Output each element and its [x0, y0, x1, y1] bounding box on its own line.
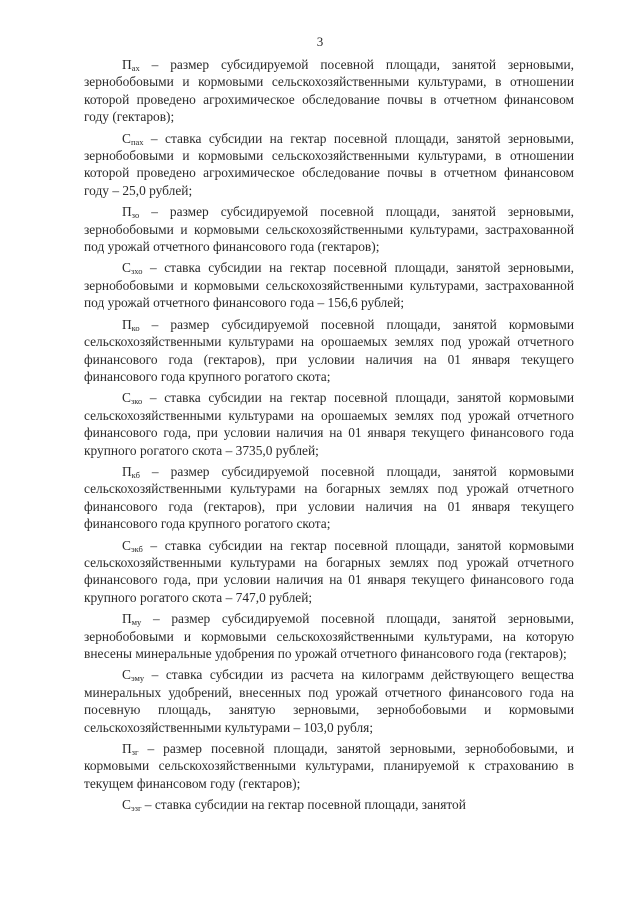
- definition-text: – размер субсидируемой посевной площади, занятой зерновыми, зернобобовыми и кормовыми сельскохозяйственными культурами, в отношении которой проведено агрохимическое обследование почвы в отчетном финансовом году (гектаров);: [84, 57, 574, 125]
- definition-paragraph: [84, 130, 574, 200]
- definition-paragraph: [84, 610, 574, 662]
- term-subscript: кб: [131, 469, 140, 480]
- term-symbol: С: [122, 260, 131, 276]
- definition-text: – ставка субсидии из расчета на килограмм действующего вещества минеральных удобрений, внесенных под урожай отчетного финансового года на посевную площадь, занятую зерновыми, зернобобовыми и кормовыми сельскохозяйственными культурами – 103,0 рубля;: [84, 667, 574, 735]
- term-subscript: ко: [131, 322, 140, 333]
- definition-text: – размер субсидируемой посевной площади, занятой кормовыми сельскохозяйственными культурами на орошаемых землях под урожай отчетного финансового года (гектаров), при условии наличия на 01 января текущего финансового года крупного рогатого скота;: [84, 316, 574, 384]
- term-subscript: му: [131, 617, 142, 628]
- body-text: [84, 56, 574, 814]
- definition-paragraph: [84, 56, 574, 126]
- term-subscript: зо: [131, 210, 140, 221]
- term-subscript: эзг: [130, 803, 142, 814]
- term-symbol: П: [122, 463, 132, 479]
- definition-paragraph: [84, 316, 574, 386]
- definition-paragraph: [84, 463, 574, 533]
- page-number: 3: [316, 34, 324, 49]
- definition-paragraph: [84, 203, 574, 255]
- term-subscript: экб: [130, 543, 143, 554]
- term-symbol: С: [122, 797, 131, 813]
- term-symbol: С: [122, 667, 131, 683]
- definition-text: – размер субсидируемой посевной площади, занятой зерновыми, зернобобовыми и кормовыми сельскохозяйственными культурами, на которую внесены минеральные удобрения по урожай отчетного финансового года (гектаров);: [84, 611, 574, 661]
- term-symbol: П: [122, 57, 132, 72]
- definition-paragraph: [84, 259, 574, 311]
- term-symbol: П: [122, 741, 132, 757]
- term-subscript: зхо: [130, 266, 143, 277]
- definition-text: – размер посевной площади, занятой зерновыми, зернобобовыми, и кормовыми сельскохозяйственными культурами, планируемой к страхованию в текущем финансовом году (гектаров);: [84, 741, 574, 791]
- term-symbol: П: [122, 204, 132, 220]
- definition-text: – ставка субсидии на гектар посевной площади, занятой зерновыми, зернобобовыми и кормовыми сельскохозяйственными культурами, застрахованной под урожай отчетного финансового года – 156,6 рублей;: [84, 260, 574, 311]
- definition-text: – ставка субсидии на гектар посевной площади, занятой кормовыми сельскохозяйственными культурами на богарных землях под урожай отчетного финансового года, при условии наличия на 01 января текущего финансового года крупного рогатого скота – 747,0 рублей;: [84, 537, 574, 605]
- term-symbol: С: [122, 537, 131, 553]
- term-subscript: зг: [131, 747, 139, 758]
- definition-text: – размер субсидируемой посевной площади, занятой зерновыми, зернобобовыми и кормовыми сельскохозяйственными культурами, застрахованной под урожай отчетного финансового года (гектаров);: [84, 204, 574, 255]
- term-symbol: С: [122, 390, 131, 406]
- term-subscript: эму: [130, 673, 145, 684]
- term-symbol: С: [122, 130, 131, 146]
- definition-text: – ставка субсидии на гектар посевной площади, занятой кормовыми сельскохозяйственными культурами на орошаемых землях под урожай отчетного финансового года, при условии наличия на 01 января текущего финансового года крупного рогатого скота – 3735,0 рублей;: [84, 390, 574, 458]
- definition-paragraph: [84, 796, 574, 813]
- definition-text: – ставка субсидии на гектар посевной площади, занятой зерновыми, зернобобовыми и кормовыми сельскохозяйственными культурами, в отношении которой проведено агрохимическое обследование почвы в отчетном финансовом году – 25,0 рублей;: [84, 130, 574, 198]
- term-symbol: П: [122, 611, 132, 627]
- definition-paragraph: [84, 389, 574, 459]
- definition-paragraph: [84, 740, 574, 792]
- definition-text: – ставка субсидии на гектар посевной площади, занятой: [141, 797, 466, 813]
- definition-text: – размер субсидируемой посевной площади, занятой кормовыми сельскохозяйственными культурами на богарных землях под урожай отчетного финансового года (гектаров), при условии наличия на 01 января текущего финансового года крупного рогатого скота;: [84, 463, 574, 532]
- term-symbol: П: [122, 316, 132, 332]
- definition-paragraph: [84, 537, 574, 607]
- term-subscript: зко: [130, 396, 143, 407]
- term-subscript: пах: [130, 136, 144, 147]
- definition-paragraph: [84, 666, 574, 736]
- term-subscript: ах: [131, 63, 140, 73]
